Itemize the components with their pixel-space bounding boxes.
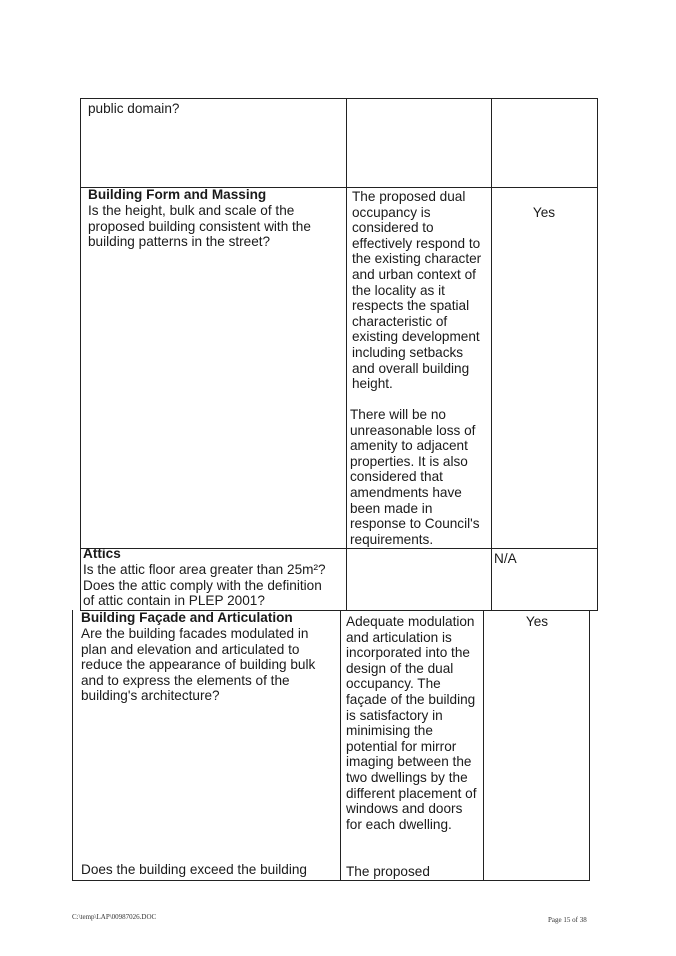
table-left-border-lower — [72, 610, 73, 880]
row-facade-question: Are the building facades modulated in plan and elevation and articulated to reduce the appearance of building bulk and to express the elements of the building's architecture? — [81, 626, 316, 704]
table-top-border — [80, 98, 598, 99]
row-building-height-comment: The proposed — [346, 864, 430, 879]
footer-page-number: Page 15 of 38 — [548, 916, 587, 924]
row-public-domain-question: public domain? — [88, 101, 180, 116]
row-building-form-heading: Building Form and Massing — [88, 187, 267, 202]
row-building-form-complies: Yes — [532, 205, 556, 220]
row-building-form-question: Is the height, bulk and scale of the proposed building consistent with the building patterns in the street? — [88, 203, 311, 250]
row-building-form-comment: The proposed dual occupancy is considered to effectively respond to the existing character and urban context of the locality as it respects the spatial characteristic of existing development including setbacks and overall building height. — [352, 189, 482, 392]
row-attics-complies: N/A — [494, 551, 517, 566]
row-building-height-question: Does the building exceed the building — [81, 862, 307, 877]
row-building-form-comment-continued: There will be no unreasonable loss of amenity to adjacent properties. It is also considered that amendments have been made in response to Council's requirements. — [350, 407, 480, 547]
footer-file-path: C:\temp\LAP\00987026.DOC — [72, 913, 157, 921]
table-bottom-border — [72, 880, 590, 881]
table-right-border-lower — [589, 610, 590, 880]
row-facade-heading: Building Façade and Articulation — [81, 610, 293, 625]
table-right-border-upper — [597, 98, 598, 610]
row-facade-comment: Adequate modulation and articulation is incorporated into the design of the dual occupancy. The façade of the building is satisfactory in minimising the potential for mirror imaging between the two dwellings by the different placement of windows and doors for each dwelling. — [346, 614, 477, 832]
row-facade-complies: Yes — [525, 614, 549, 629]
column-divider-1-upper — [346, 98, 347, 610]
column-divider-2-lower — [483, 610, 484, 880]
row-attics-heading: Attics — [83, 546, 121, 561]
column-divider-2-upper — [491, 98, 492, 610]
row-attics-question: Is the attic floor area greater than 25m²? Does the attic comply with the definition of attic contain in PLEP 2001? — [83, 562, 326, 609]
column-divider-1-lower — [340, 610, 341, 880]
table-left-border-upper — [80, 98, 81, 610]
